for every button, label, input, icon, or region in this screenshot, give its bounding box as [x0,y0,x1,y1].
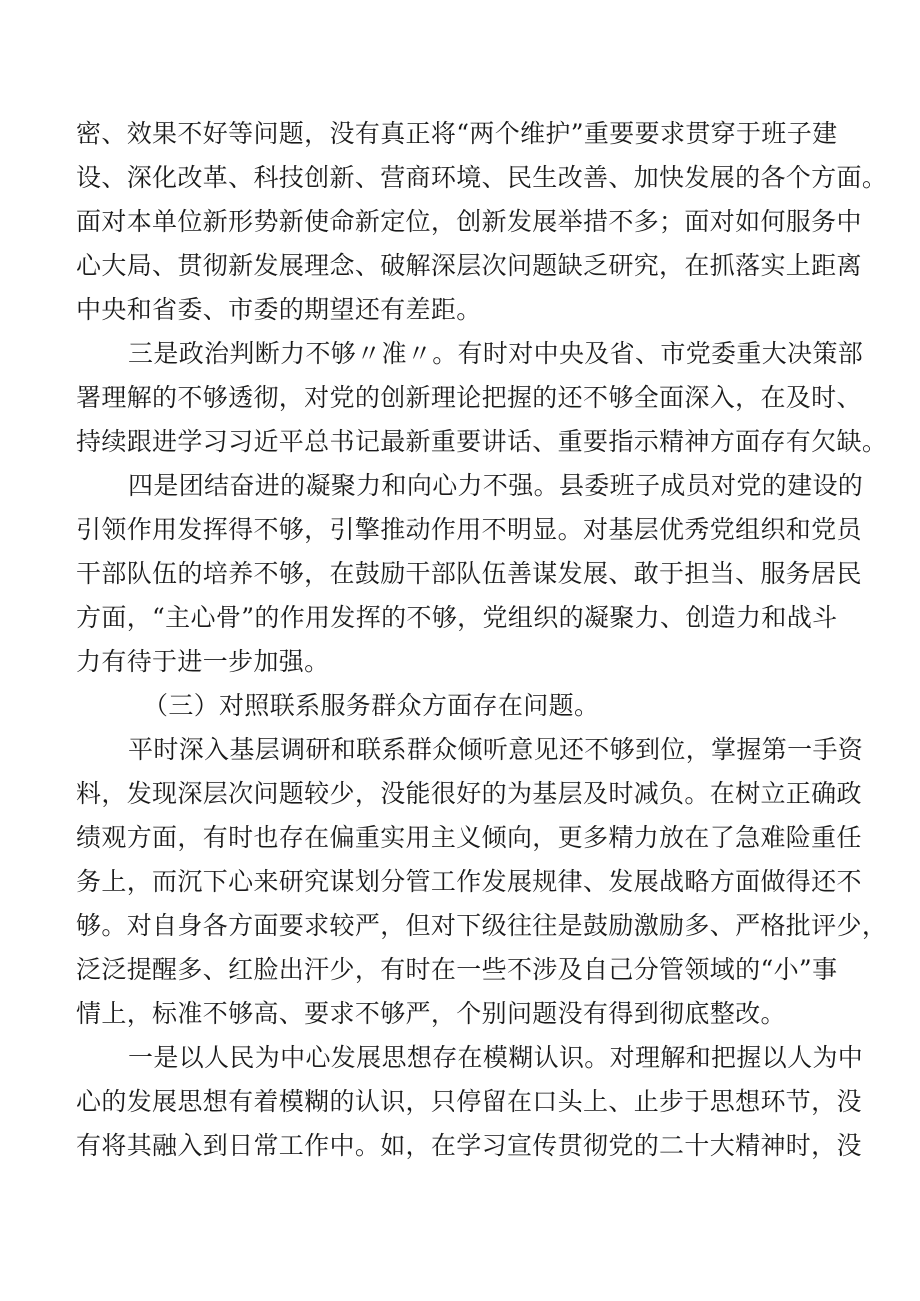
text-line: 面对本单位新形势新使命新定位，创新发展举措不多；面对如何服务中 [76,207,862,236]
text-line: 心的发展思想有着模糊的认识，只停留在口头上、止步于思想环节，没 [76,1087,862,1116]
text-line: 设、深化改革、科技创新、营商环境、民生改善、加快发展的各个方面。 [76,163,888,192]
text-line: 干部队伍的培养不够，在鼓励干部队伍善谋发展、敢于担当、服务居民 [76,559,862,588]
text-line: 绩观方面，有时也存在偏重实用主义倾向，更多精力放在了急难险重任 [76,823,862,852]
text-line: 务上，而沉下心来研究谋划分管工作发展规律、发展战略方面做得还不 [76,867,862,896]
section-heading: （三）对照联系服务群众方面存在问题。 [143,691,600,720]
text-line: 有将其融入到日常工作中。如，在学习宣传贯彻党的二十大精神时，没 [76,1131,862,1160]
text-line: 方面，“主心骨”的作用发挥的不够，党组织的凝聚力、创造力和战斗 [76,603,838,632]
paragraph-first-line: 四是团结奋进的凝聚力和向心力不强。县委班子成员对党的建设的 [128,471,864,500]
text-line: 泛泛提醒多、红脸出汗少，有时在一些不涉及自己分管领域的“小”事 [76,955,838,984]
text-line: 心大局、贯彻新发展理念、破解深层次问题缺乏研究，在抓落实上距离 [76,251,862,280]
paragraph-first-line: 三是政治判断力不够〃准〃。有时对中央及省、市党委重大决策部 [128,339,864,368]
text-line: 情上，标准不够高、要求不够严，个别问题没有得到彻底整改。 [76,999,786,1028]
paragraph-first-line: 一是以人民为中心发展思想存在模糊认识。对理解和把握以人为中 [128,1043,864,1072]
text-line: 署理解的不够透彻，对党的创新理论把握的还不够全面深入，在及时、 [76,383,862,412]
text-line: 够。对自身各方面要求较严，但对下级往往是鼓励激励多、严格批评少， [76,911,888,940]
text-line: 力有待于进一步加强。 [76,647,330,676]
text-line: 引领作用发挥得不够，引擎推动作用不明显。对基层优秀党组织和党员 [76,515,862,544]
paragraph-first-line: 平时深入基层调研和联系群众倾听意见还不够到位，掌握第一手资 [128,735,864,764]
text-line: 中央和省委、市委的期望还有差距。 [76,295,482,324]
text-line: 持续跟进学习习近平总书记最新重要讲话、重要指示精神方面存有欠缺。 [76,427,888,456]
text-line: 料，发现深层次问题较少，没能很好的为基层及时减负。在树立正确政 [76,779,862,808]
text-line: 密、效果不好等问题，没有真正将“两个维护”重要要求贯穿于班子建 [76,119,838,148]
